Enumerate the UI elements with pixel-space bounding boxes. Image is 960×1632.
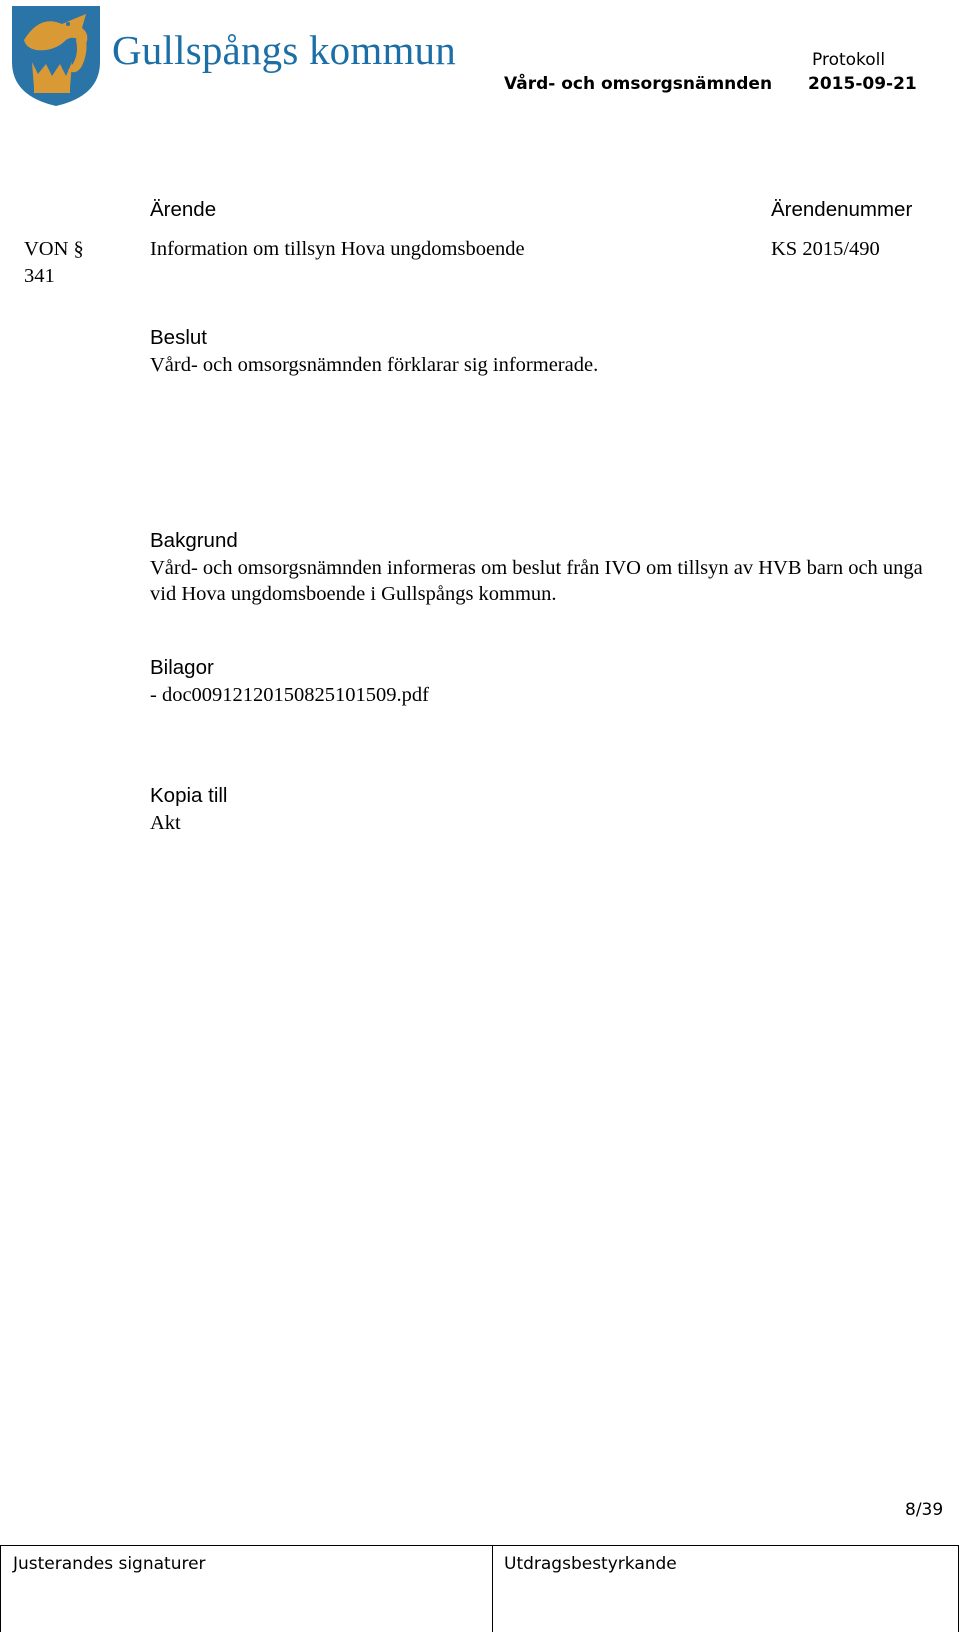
kopia-text: Akt (150, 812, 181, 834)
table-border-middle (492, 1545, 493, 1632)
case-title: Information om tillsyn Hova ungdomsboende (150, 238, 525, 260)
excerpt-label: Utdragsbestyrkande (504, 1554, 677, 1574)
arende-label: Ärende (150, 198, 217, 221)
signatures-label: Justerandes signaturer (13, 1554, 206, 1574)
arendenummer-label: Ärendenummer (771, 198, 913, 221)
committee-name: Vård- och omsorgsnämnden (504, 74, 773, 94)
table-border-right (958, 1545, 959, 1632)
attachment-link[interactable]: - doc00912120150825101509.pdf (150, 684, 430, 706)
case-number: KS 2015/490 (771, 238, 880, 260)
paragraph-number: VON § 341 (24, 238, 84, 287)
bakgrund-heading: Bakgrund (150, 529, 238, 552)
kopia-heading: Kopia till (150, 784, 228, 807)
beslut-text: Vård- och omsorgsnämnden förklarar sig informerade. (150, 354, 599, 376)
bilagor-heading: Bilagor (150, 656, 214, 679)
coat-of-arms-icon (10, 4, 102, 108)
page-number: 8/39 (905, 1500, 944, 1520)
beslut-heading: Beslut (150, 326, 207, 349)
table-border-left (0, 1545, 1, 1632)
municipality-name: Gullspångs kommun (112, 27, 456, 73)
bakgrund-text: Vård- och omsorgsnämnden informeras om beslut från IVO om tillsyn av HVB barn och unga vid Hova ungdomsboende i Gullspångs kommun. (150, 557, 923, 605)
meeting-date: 2015-09-21 (808, 74, 917, 94)
document-type: Protokoll (812, 50, 886, 70)
